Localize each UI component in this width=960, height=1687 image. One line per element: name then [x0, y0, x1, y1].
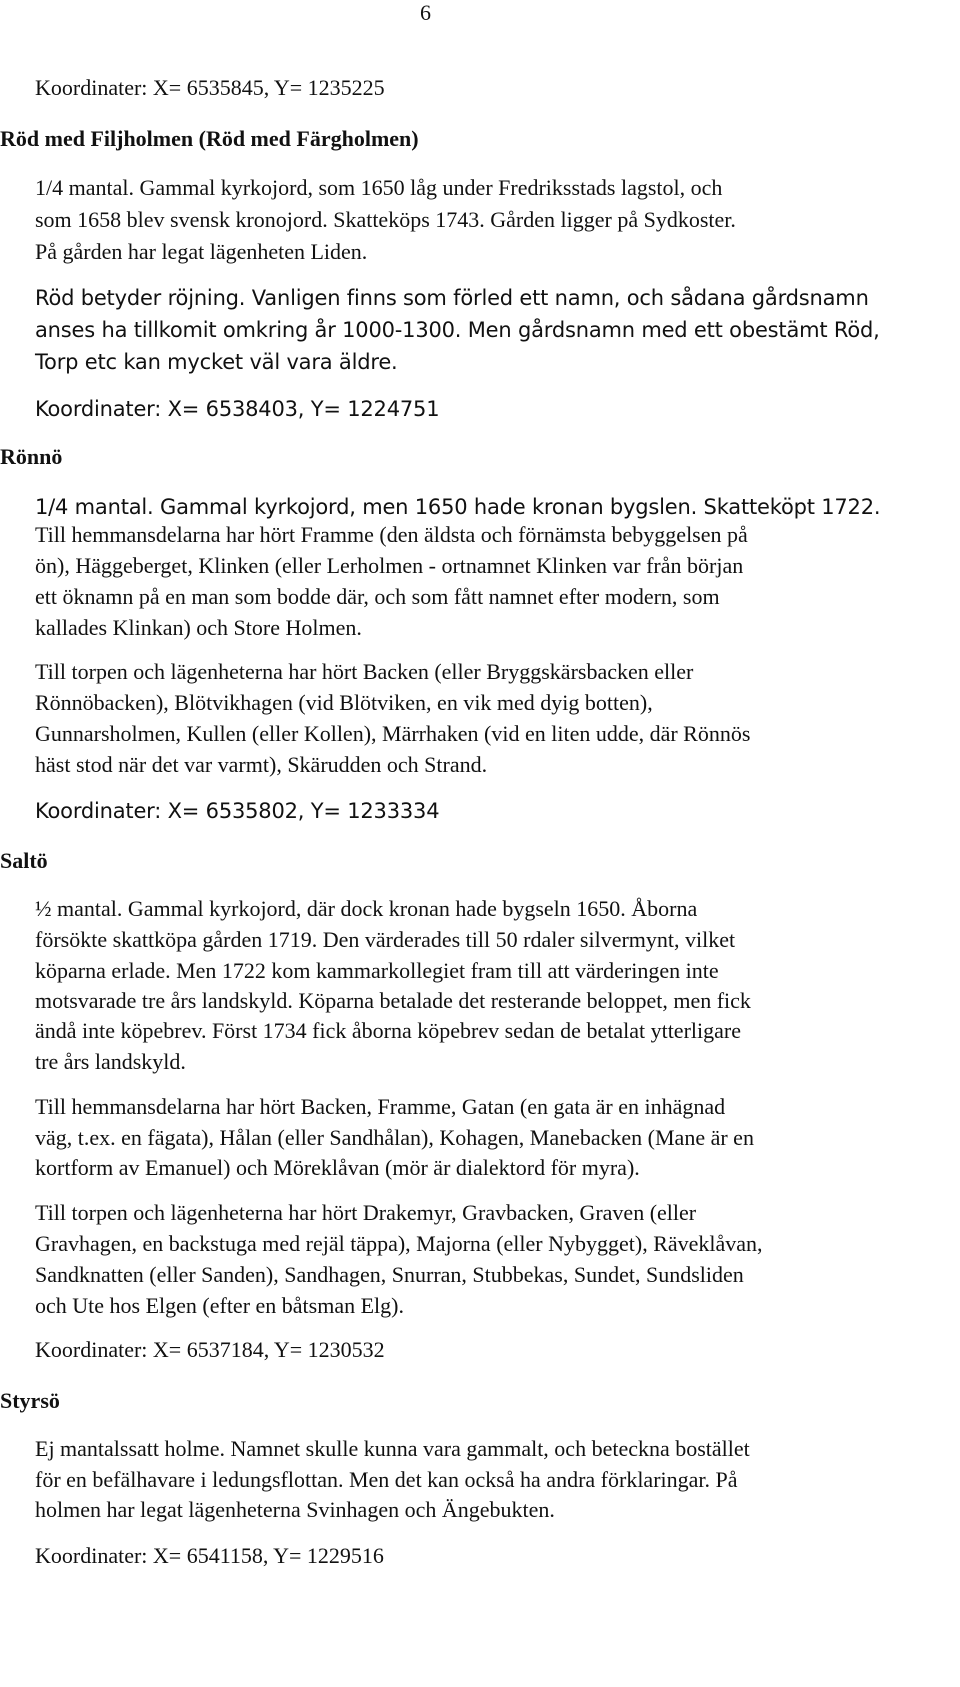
ronno-paragraph-2-line-2: Rönnöbacken), Blötvikhagen (vid Blötviken, en vik med dyig botten), — [35, 690, 653, 715]
rod-paragraph-2-line-1: Röd betyder röjning. Vanligen finns som förled ett namn, och sådana gårdsnamn — [35, 286, 869, 310]
styrso-paragraph-1-line-2: för en befälhavare i ledungsflottan. Men det kan också ha andra förklaringar. På — [35, 1467, 738, 1492]
salto-paragraph-3-line-3: Sandknatten (eller Sanden), Sandhagen, Snurran, Stubbekas, Sundet, Sundsliden — [35, 1262, 744, 1287]
salto-paragraph-3-line-2: Gravhagen, en backstuga med rejäl täppa), Majorna (eller Nybygget), Räveklåvan, — [35, 1231, 763, 1256]
ronno-paragraph-1-line-3: ön), Häggeberget, Klinken (eller Lerholmen - ortnamnet Klinken var från början — [35, 553, 744, 578]
rod-paragraph-2-line-3: Torp etc kan mycket väl vara äldre. — [35, 350, 398, 374]
ronno-paragraph-2-line-3: Gunnarsholmen, Kullen (eller Kollen), Märrhaken (vid en liten udde, där Rönnös — [35, 721, 751, 746]
ronno-paragraph-2-line-1: Till torpen och lägenheterna har hört Backen (eller Bryggskärsbacken eller — [35, 659, 694, 684]
rod-paragraph-1-line-1: 1/4 mantal. Gammal kyrkojord, som 1650 låg under Fredriksstads lagstol, och — [35, 175, 723, 200]
heading-rod: Röd med Filjholmen (Röd med Färgholmen) — [0, 126, 419, 151]
heading-salto: Saltö — [0, 848, 48, 873]
salto-paragraph-3-line-1: Till torpen och lägenheterna har hört Drakemyr, Gravbacken, Graven (eller — [35, 1200, 697, 1225]
salto-paragraph-1-line-4: motsvarade tre års landskyld. Köparna betalade det resterande beloppet, men fick — [35, 988, 751, 1013]
rod-paragraph-1-line-2: som 1658 blev svensk kronojord. Skatteköps 1743. Gården ligger på Sydkoster. — [35, 207, 736, 232]
ronno-paragraph-1-line-4: ett öknamn på en man som bodde där, och som fått namnet efter modern, som — [35, 584, 720, 609]
salto-paragraph-1-line-3: köparna erlade. Men 1722 kom kammarkollegiet fram till att värderingen inte — [35, 958, 719, 983]
page-number: 6 — [420, 0, 431, 25]
salto-paragraph-2-line-2: väg, t.ex. en fägata), Hålan (eller Sandhålan), Kohagen, Manebacken (Mane är en — [35, 1125, 754, 1150]
heading-styrso: Styrsö — [0, 1388, 60, 1413]
salto-paragraph-1-line-2: försökte skattköpa gården 1719. Den värderades till 50 rdaler silvermynt, vilket — [35, 927, 736, 952]
salto-paragraph-1-line-5: ändå inte köpebrev. Först 1734 fick åborna köpebrev sedan de betalat ytterligare — [35, 1018, 741, 1043]
rod-coordinates: Koordinater: X= 6535845, Y= 1235225 — [35, 75, 385, 100]
ronno-paragraph-2-line-4: häst stod när det var varmt), Skärudden och Strand. — [35, 752, 488, 777]
styrso-coordinates: Koordinater: X= 6537184, Y= 1230532 — [35, 1337, 385, 1362]
salto-paragraph-2-line-1: Till hemmansdelarna har hört Backen, Framme, Gatan (en gata är en inhägnad — [35, 1094, 726, 1119]
salto-paragraph-2-line-3: kortform av Emanuel) och Möreklåvan (mör är dialektord för myra). — [35, 1155, 640, 1180]
heading-ronno: Rönnö — [0, 444, 63, 469]
salto-coordinates: Koordinater: X= 6535802, Y= 1233334 — [35, 799, 440, 823]
salto-paragraph-3-line-4: och Ute hos Elgen (efter en båtsman Elg). — [35, 1293, 404, 1318]
rod-paragraph-1-line-3: På gården har legat lägenheten Liden. — [35, 239, 368, 264]
ronno-paragraph-1-line-2: Till hemmansdelarna har hört Framme (den äldsta och förnämsta bebyggelsen på — [35, 522, 748, 547]
salto-paragraph-1-line-6: tre års landskyld. — [35, 1049, 186, 1074]
ronno-paragraph-1-line-1: 1/4 mantal. Gammal kyrkojord, men 1650 hade kronan bygslen. Skatteköpt 1722. — [35, 495, 881, 519]
salto-paragraph-1-line-1: ½ mantal. Gammal kyrkojord, där dock kronan hade bygseln 1650. Åborna — [35, 896, 698, 921]
styrso-paragraph-1-line-3: holmen har legat lägenheterna Svinhagen och Ängebukten. — [35, 1497, 555, 1522]
ronno-coordinates: Koordinater: X= 6538403, Y= 1224751 — [35, 397, 440, 421]
ronno-paragraph-1-line-5: kallades Klinkan) och Store Holmen. — [35, 615, 362, 640]
rod-paragraph-2-line-2: anses ha tillkomit omkring år 1000-1300. Men gårdsnamn med ett obestämt Röd, — [35, 318, 880, 342]
styrso-paragraph-1-line-1: Ej mantalssatt holme. Namnet skulle kunna vara gammalt, och beteckna bostället — [35, 1436, 750, 1461]
last-coordinates: Koordinater: X= 6541158, Y= 1229516 — [35, 1543, 384, 1568]
